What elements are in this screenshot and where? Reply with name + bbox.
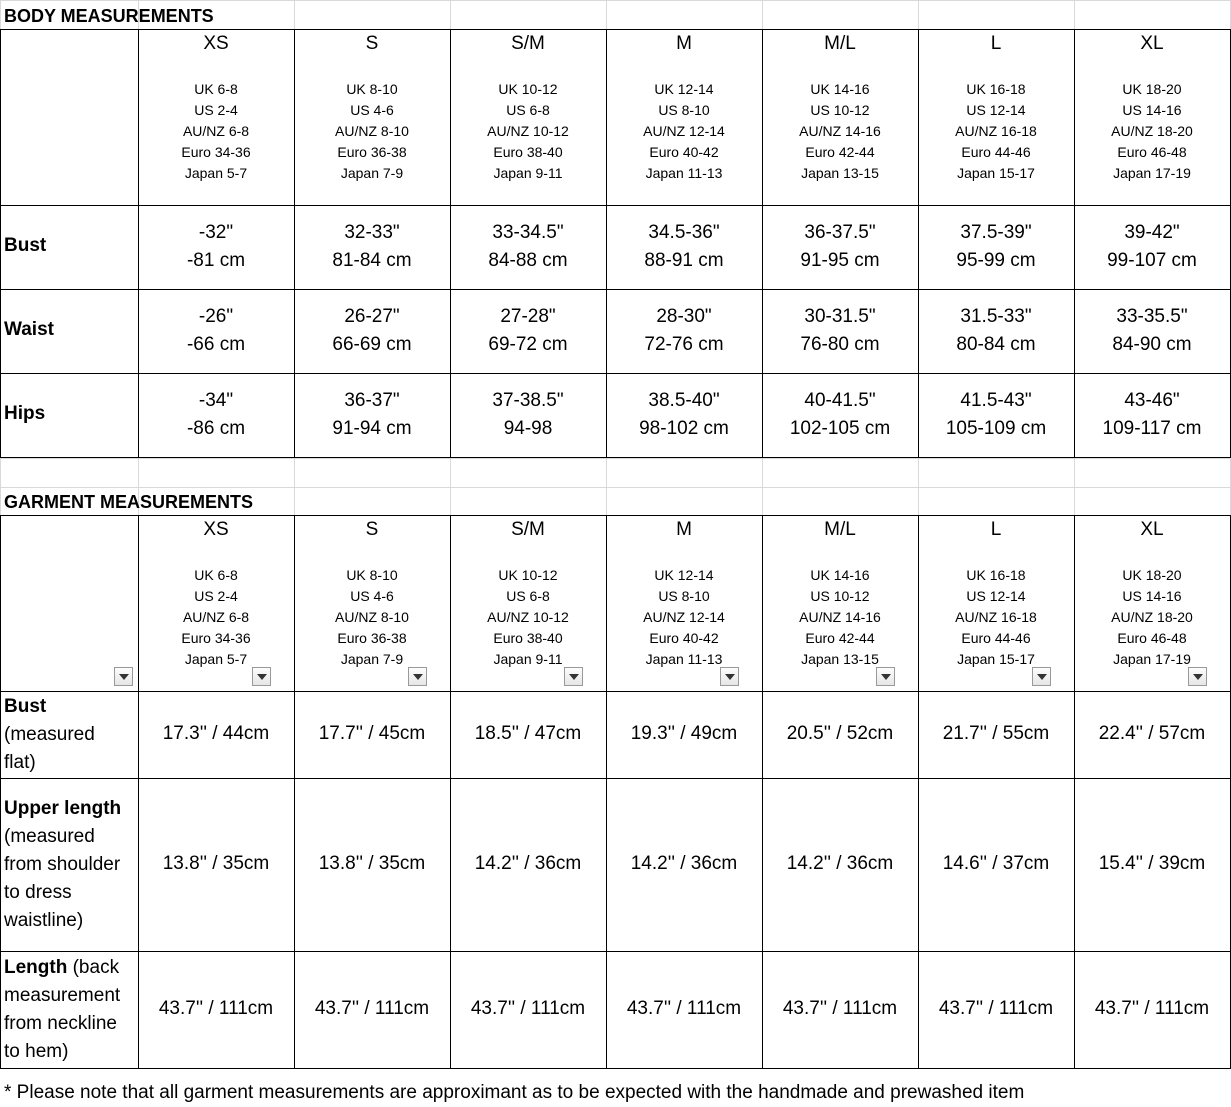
measurement-cm: 66-69 cm: [332, 334, 412, 355]
measurement-cell: 43.7'' / 111cm: [470, 997, 586, 1019]
row-label-waist: Waist: [4, 319, 54, 340]
filter-dropdown-icon[interactable]: [564, 667, 583, 686]
size-conversion-item: US 6-8: [506, 102, 550, 118]
measurement-inches: 27-28": [500, 306, 556, 327]
size-conversion-list: [450, 79, 606, 184]
size-header-s-m: S/M: [511, 519, 545, 540]
size-conversion-item: Euro 40-42: [649, 144, 719, 160]
measurement-cm: 91-95 cm: [800, 250, 880, 271]
measurement-inches: 37.5-39": [960, 222, 1032, 243]
size-conversion-item: AU/NZ 6-8: [182, 123, 250, 139]
size-conversion-list: [762, 565, 918, 670]
measurement-inches: 26-27": [344, 306, 400, 327]
size-conversion-item: UK 14-16: [810, 567, 870, 583]
measurement-inches: 28-30": [656, 306, 712, 327]
size-conversion-item: Japan 5-7: [184, 651, 248, 667]
size-conversion-list: [1074, 565, 1230, 670]
gridline-horizontal: [0, 0, 1231, 1]
garment-measurements-title: GARMENT MEASUREMENTS: [4, 492, 254, 512]
measurement-cm: 99-107 cm: [1107, 250, 1197, 271]
measurement-cell: 14.2'' / 36cm: [630, 852, 738, 874]
measurement-cm: 105-109 cm: [945, 418, 1047, 439]
filter-dropdown-icon[interactable]: [720, 667, 739, 686]
measurement-inches: 39-42": [1124, 222, 1180, 243]
size-conversion-item: US 10-12: [810, 588, 870, 604]
measurement-cm: 98-102 cm: [639, 418, 729, 439]
table-border-horizontal: [0, 1068, 1231, 1069]
size-conversion-item: Japan 13-15: [801, 165, 879, 181]
measurement-inches: 36-37": [344, 390, 400, 411]
gridline-vertical: [1074, 458, 1075, 515]
measurement-inches: -26": [198, 306, 234, 327]
measurement-cm: 102-105 cm: [789, 418, 891, 439]
size-conversion-item: UK 8-10: [346, 567, 398, 583]
size-conversion-list: [138, 79, 294, 184]
measurement-cell: [918, 219, 1074, 275]
measurement-cell: 43.7'' / 111cm: [938, 997, 1054, 1019]
gridline-horizontal: [0, 487, 1231, 488]
row-label-note-line: to dress: [4, 881, 72, 903]
chevron-down-icon: [119, 674, 129, 680]
measurement-cell: 19.3'' / 49cm: [630, 722, 738, 744]
footnote: * Please note that all garment measurements are approximant as to be expected with the handmade and prewashed item: [4, 1082, 1025, 1103]
table-border-horizontal: [0, 289, 1231, 290]
chevron-down-icon: [413, 674, 423, 680]
size-conversion-item: AU/NZ 16-18: [955, 609, 1037, 625]
measurement-cell: [1074, 303, 1230, 359]
measurement-cell: [138, 219, 294, 275]
measurement-cm: 84-88 cm: [488, 250, 568, 271]
row-label-note-line: waistline): [4, 909, 84, 931]
measurement-cell: [606, 303, 762, 359]
size-conversion-item: Japan 7-9: [340, 165, 404, 181]
measurement-cell: [450, 387, 606, 443]
measurement-cell: [918, 387, 1074, 443]
table-border-horizontal: [0, 29, 1231, 30]
size-conversion-item: UK 10-12: [498, 567, 558, 583]
chevron-down-icon: [725, 674, 735, 680]
row-label-bold: Bust: [4, 695, 47, 717]
measurement-cell: [606, 219, 762, 275]
gridline-vertical: [918, 0, 919, 29]
measurement-cell: [1074, 219, 1230, 275]
size-conversion-item: UK 12-14: [654, 567, 714, 583]
gridline-vertical: [0, 458, 1, 515]
measurement-cm: -81 cm: [186, 250, 246, 271]
size-conversion-item: AU/NZ 12-14: [643, 123, 725, 139]
size-header-xl: XL: [1140, 33, 1164, 54]
measurement-cell: 13.8'' / 35cm: [162, 852, 270, 874]
size-conversion-item: UK 10-12: [498, 81, 558, 97]
row-label-hips: Hips: [4, 403, 46, 424]
table-border-vertical: [0, 29, 1, 458]
table-border-horizontal: [0, 691, 1231, 692]
size-conversion-item: AU/NZ 6-8: [182, 609, 250, 625]
size-conversion-item: Euro 34-36: [181, 144, 251, 160]
size-conversion-item: US 2-4: [194, 588, 238, 604]
gridline-vertical: [606, 458, 607, 515]
size-conversion-item: Euro 38-40: [493, 630, 563, 646]
size-conversion-item: UK 18-20: [1122, 81, 1182, 97]
size-header-xl: XL: [1140, 519, 1164, 540]
measurement-inches: 30-31.5": [804, 306, 876, 327]
size-conversion-item: Japan 7-9: [340, 651, 404, 667]
size-conversion-list: [1074, 79, 1230, 184]
table-border-vertical: [0, 515, 1, 1069]
chevron-down-icon: [1193, 674, 1203, 680]
chevron-down-icon: [1037, 674, 1047, 680]
size-header-m: M: [676, 33, 692, 54]
size-conversion-list: [450, 565, 606, 670]
size-conversion-item: US 12-14: [966, 102, 1026, 118]
measurement-inches: 41.5-43": [960, 390, 1032, 411]
measurement-cell: [762, 387, 918, 443]
row-label-note: (back: [67, 956, 120, 978]
size-conversion-item: Japan 9-11: [493, 651, 563, 667]
measurement-inches: -34": [198, 390, 234, 411]
measurement-cell: [294, 387, 450, 443]
measurement-cell: 17.7'' / 45cm: [318, 722, 426, 744]
measurement-cell: [1074, 387, 1230, 443]
size-conversion-item: Euro 46-48: [1117, 144, 1187, 160]
size-conversion-item: Japan 17-19: [1113, 651, 1191, 667]
size-conversion-item: Euro 46-48: [1117, 630, 1187, 646]
measurement-cell: [450, 219, 606, 275]
measurement-cell: [138, 303, 294, 359]
gridline-vertical: [1074, 0, 1075, 29]
row-label-note-line: measurement: [4, 984, 121, 1006]
size-conversion-item: US 8-10: [658, 588, 710, 604]
measurement-cell: 14.6'' / 37cm: [942, 852, 1050, 874]
measurement-cm: 95-99 cm: [956, 250, 1036, 271]
measurement-inches: 36-37.5": [804, 222, 876, 243]
size-conversion-item: AU/NZ 14-16: [799, 123, 881, 139]
size-conversion-item: US 6-8: [506, 588, 550, 604]
size-header-l: L: [990, 519, 1002, 540]
row-label-length: [4, 954, 120, 1066]
size-conversion-list: [918, 565, 1074, 670]
gridline-horizontal: [0, 458, 1231, 459]
size-conversion-item: Euro 40-42: [649, 630, 719, 646]
size-header-xs: XS: [203, 519, 229, 540]
size-conversion-item: Japan 17-19: [1113, 165, 1191, 181]
row-label-note-line: to hem): [4, 1040, 69, 1062]
size-conversion-item: UK 18-20: [1122, 567, 1182, 583]
size-conversion-list: [606, 79, 762, 184]
measurement-cell: 43.7'' / 111cm: [626, 997, 742, 1019]
table-border-horizontal: [0, 205, 1231, 206]
measurement-cell: [138, 387, 294, 443]
measurement-cm: 84-90 cm: [1112, 334, 1192, 355]
row-label-note-line: from neckline: [4, 1012, 117, 1034]
size-conversion-item: AU/NZ 10-12: [487, 123, 569, 139]
row-label-bold: Length: [4, 956, 68, 978]
filter-dropdown-icon[interactable]: [876, 667, 895, 686]
gridline-vertical: [762, 458, 763, 515]
measurement-cm: 81-84 cm: [332, 250, 412, 271]
size-conversion-item: UK 16-18: [966, 81, 1026, 97]
table-border-horizontal: [0, 951, 1231, 952]
gridline-vertical: [294, 0, 295, 29]
filter-dropdown-icon[interactable]: [1188, 667, 1207, 686]
row-label-first-line: [4, 693, 95, 721]
size-conversion-item: AU/NZ 12-14: [643, 609, 725, 625]
gridline-vertical: [762, 0, 763, 29]
size-header-s: S: [365, 33, 379, 54]
measurement-inches: 38.5-40": [648, 390, 720, 411]
measurement-cm: 80-84 cm: [956, 334, 1036, 355]
size-conversion-item: US 8-10: [658, 102, 710, 118]
row-label-bust: [4, 693, 95, 777]
size-conversion-list: [606, 565, 762, 670]
size-header-xs: XS: [203, 33, 229, 54]
chevron-down-icon: [257, 674, 267, 680]
table-border-horizontal: [0, 373, 1231, 374]
measurement-inches: 31.5-33": [960, 306, 1032, 327]
size-conversion-item: Euro 38-40: [493, 144, 563, 160]
measurement-cm: 69-72 cm: [488, 334, 568, 355]
size-conversion-item: Japan 11-13: [645, 165, 723, 181]
row-label-note-line: (measured: [4, 825, 95, 847]
measurement-inches: 40-41.5": [804, 390, 876, 411]
row-label-note-line: from shoulder: [4, 853, 121, 875]
measurement-inches: 43-46": [1124, 390, 1180, 411]
size-conversion-item: AU/NZ 14-16: [799, 609, 881, 625]
row-label-upper-length: [4, 795, 121, 935]
table-border-horizontal: [0, 778, 1231, 779]
row-label-note-line: (measured: [4, 723, 95, 745]
size-conversion-item: AU/NZ 18-20: [1111, 609, 1193, 625]
measurement-cell: 15.4'' / 39cm: [1098, 852, 1206, 874]
size-conversion-item: UK 6-8: [194, 567, 238, 583]
size-conversion-item: UK 12-14: [654, 81, 714, 97]
size-conversion-item: Japan 9-11: [493, 165, 563, 181]
size-header-m-l: M/L: [824, 519, 856, 540]
measurement-cm: 91-94 cm: [332, 418, 412, 439]
size-conversion-item: Euro 42-44: [805, 630, 875, 646]
size-conversion-item: Euro 44-46: [961, 630, 1031, 646]
row-label-first-line: [4, 954, 120, 982]
row-label-bust: Bust: [4, 235, 47, 256]
measurement-inches: 33-34.5": [492, 222, 564, 243]
size-conversion-item: US 14-16: [1122, 102, 1182, 118]
measurement-inches: 34.5-36": [648, 222, 720, 243]
size-conversion-item: Euro 42-44: [805, 144, 875, 160]
measurement-cell: 17.3'' / 44cm: [162, 722, 270, 744]
size-conversion-item: Japan 5-7: [184, 165, 248, 181]
filter-dropdown-icon[interactable]: [1032, 667, 1051, 686]
measurement-cell: [918, 303, 1074, 359]
size-conversion-item: Euro 34-36: [181, 630, 251, 646]
chevron-down-icon: [569, 674, 579, 680]
gridline-vertical: [450, 0, 451, 29]
measurement-cell: 21.7'' / 55cm: [942, 722, 1050, 744]
size-conversion-item: US 10-12: [810, 102, 870, 118]
measurement-inches: 37-38.5": [492, 390, 564, 411]
measurement-cell: 43.7'' / 111cm: [1094, 997, 1210, 1019]
gridline-vertical: [450, 458, 451, 515]
measurement-cm: 88-91 cm: [644, 250, 724, 271]
size-conversion-item: Japan 15-17: [957, 651, 1035, 667]
size-conversion-item: Japan 11-13: [645, 651, 723, 667]
body-measurements-title: BODY MEASUREMENTS: [4, 6, 214, 26]
measurement-cm: -86 cm: [186, 418, 246, 439]
size-conversion-item: Euro 36-38: [337, 144, 407, 160]
size-conversion-item: Japan 13-15: [801, 651, 879, 667]
table-border-horizontal: [0, 457, 1231, 458]
size-header-m-l: M/L: [824, 33, 856, 54]
measurement-cell: 43.7'' / 111cm: [158, 997, 274, 1019]
gridline-vertical: [606, 0, 607, 29]
size-conversion-item: AU/NZ 8-10: [335, 609, 409, 625]
size-header-s-m: S/M: [511, 33, 545, 54]
size-conversion-list: [294, 79, 450, 184]
measurement-cell: [450, 303, 606, 359]
measurement-cell: [294, 219, 450, 275]
gridline-vertical: [0, 0, 1, 29]
measurement-cell: 13.8'' / 35cm: [318, 852, 426, 874]
filter-dropdown-icon[interactable]: [408, 667, 427, 686]
filter-dropdown-icon[interactable]: [252, 667, 271, 686]
size-conversion-item: AU/NZ 18-20: [1111, 123, 1193, 139]
table-border-horizontal: [0, 515, 1231, 516]
row-label-first-line: [4, 795, 121, 823]
size-conversion-list: [138, 565, 294, 670]
size-header-l: L: [990, 33, 1002, 54]
size-conversion-item: Euro 36-38: [337, 630, 407, 646]
measurement-cm: 72-76 cm: [644, 334, 724, 355]
chevron-down-icon: [881, 674, 891, 680]
measurement-cell: [294, 303, 450, 359]
size-conversion-item: AU/NZ 16-18: [955, 123, 1037, 139]
measurement-cell: [762, 219, 918, 275]
row-label-note-line: flat): [4, 751, 36, 773]
size-conversion-item: Japan 15-17: [957, 165, 1035, 181]
measurement-cm: 109-117 cm: [1102, 418, 1202, 439]
row-label-bold: Upper length: [4, 797, 122, 819]
size-conversion-item: US 14-16: [1122, 588, 1182, 604]
size-conversion-item: UK 16-18: [966, 567, 1026, 583]
filter-dropdown-icon[interactable]: [114, 667, 133, 686]
size-conversion-item: US 4-6: [350, 102, 394, 118]
size-conversion-item: US 4-6: [350, 588, 394, 604]
measurement-cell: 22.4'' / 57cm: [1098, 722, 1206, 744]
size-conversion-list: [918, 79, 1074, 184]
measurement-cell: 14.2'' / 36cm: [786, 852, 894, 874]
measurement-cell: 18.5'' / 47cm: [474, 722, 582, 744]
size-conversion-list: [762, 79, 918, 184]
size-conversion-list: [294, 565, 450, 670]
gridline-vertical: [294, 458, 295, 515]
size-conversion-item: Euro 44-46: [961, 144, 1031, 160]
measurement-cm: 76-80 cm: [800, 334, 880, 355]
measurement-cell: 43.7'' / 111cm: [782, 997, 898, 1019]
size-conversion-item: UK 14-16: [810, 81, 870, 97]
measurement-cm: -66 cm: [186, 334, 246, 355]
size-header-m: M: [676, 519, 692, 540]
measurement-cell: 43.7'' / 111cm: [314, 997, 430, 1019]
measurement-cell: 14.2'' / 36cm: [474, 852, 582, 874]
measurement-cell: 20.5'' / 52cm: [786, 722, 894, 744]
size-conversion-item: UK 6-8: [194, 81, 238, 97]
measurement-inches: 32-33": [344, 222, 400, 243]
gridline-vertical: [918, 458, 919, 515]
measurement-inches: 33-35.5": [1116, 306, 1188, 327]
size-header-s: S: [365, 519, 379, 540]
size-conversion-item: US 2-4: [194, 102, 238, 118]
size-conversion-item: AU/NZ 8-10: [335, 123, 409, 139]
size-conversion-item: US 12-14: [966, 588, 1026, 604]
measurement-cell: [762, 303, 918, 359]
size-conversion-item: AU/NZ 10-12: [487, 609, 569, 625]
measurement-inches: -32": [198, 222, 234, 243]
measurement-cell: [606, 387, 762, 443]
size-conversion-item: UK 8-10: [346, 81, 398, 97]
measurement-cm: 94-98: [503, 418, 553, 439]
